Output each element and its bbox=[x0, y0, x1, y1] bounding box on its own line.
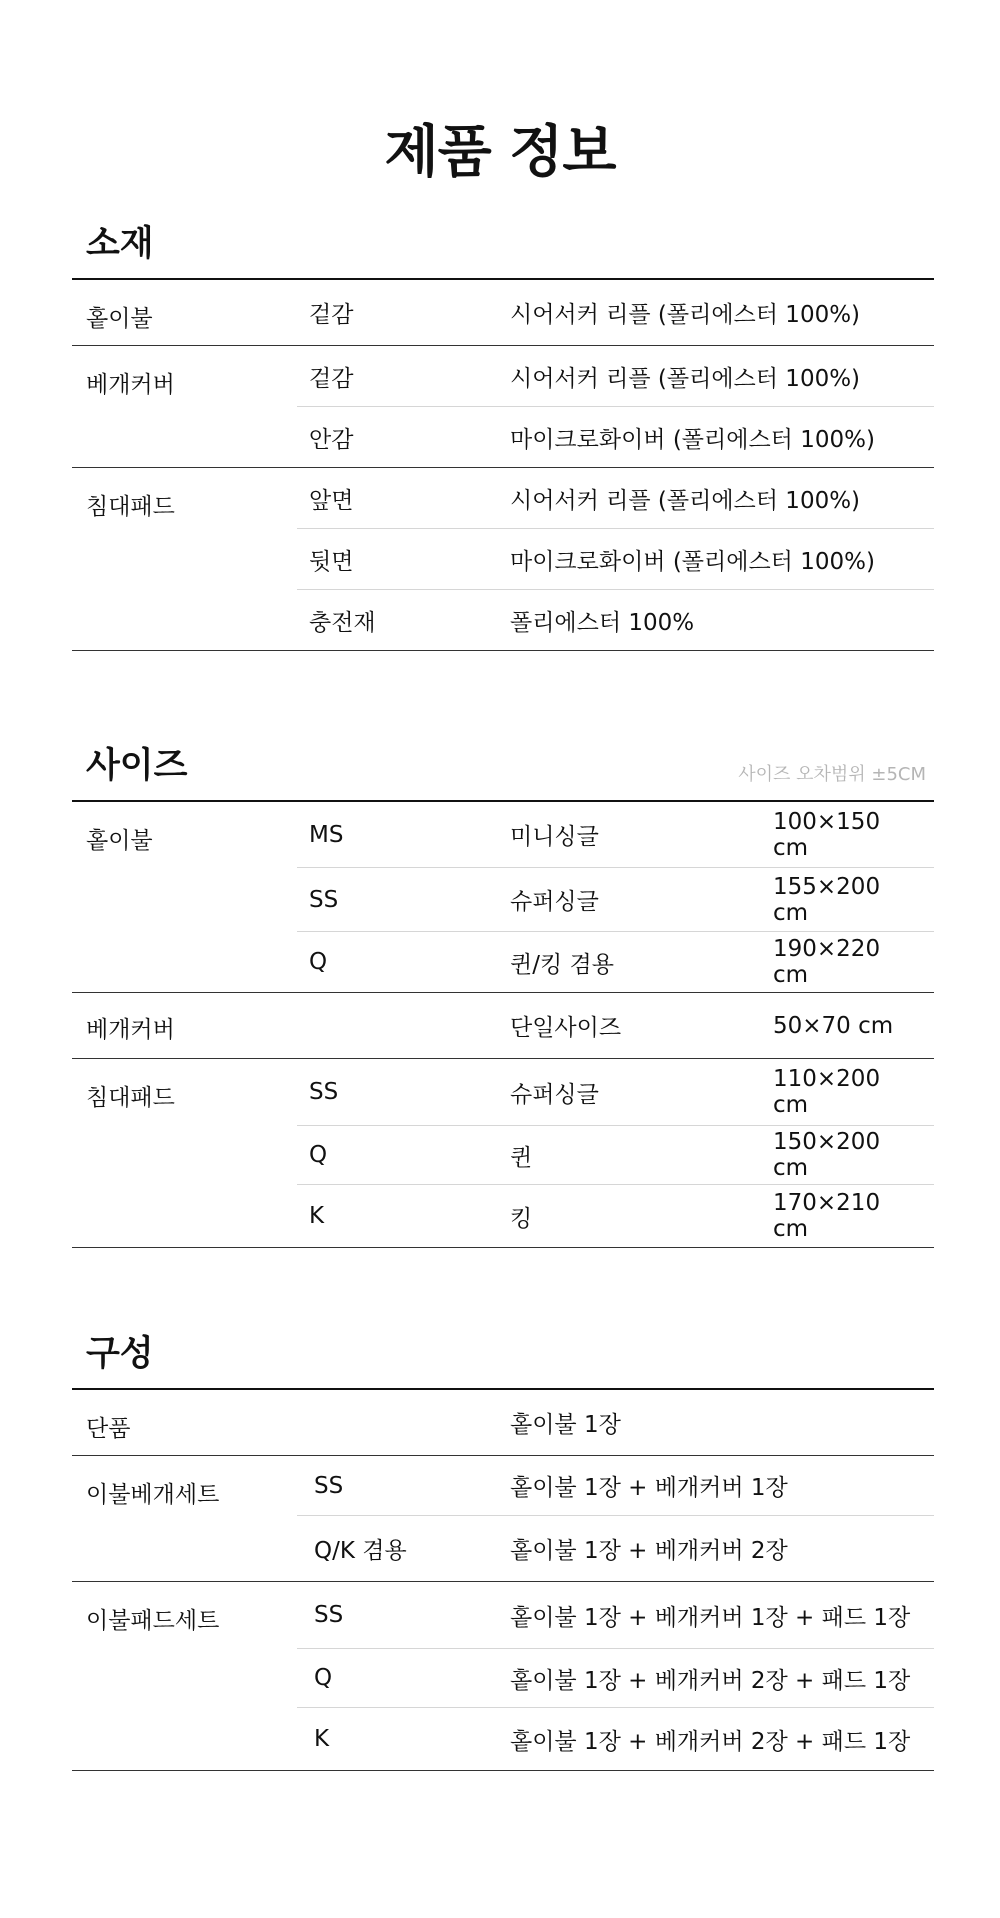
cell-code: Q bbox=[309, 1142, 328, 1168]
group-label: 침대패드 bbox=[86, 1085, 175, 1111]
cell-name: 단일사이즈 bbox=[510, 1015, 622, 1041]
size-group bbox=[72, 802, 934, 993]
group-label: 이불베개세트 bbox=[86, 1482, 220, 1508]
cell-value: 마이크로화이버 (폴리에스터 100%) bbox=[510, 426, 875, 453]
cell-option: Q/K 겸용 bbox=[314, 1538, 407, 1564]
section-header bbox=[72, 730, 934, 802]
cell-value: 폴리에스터 100% bbox=[510, 609, 695, 636]
group-label: 베개커버 bbox=[86, 1017, 175, 1043]
table-row bbox=[297, 468, 934, 529]
table-row bbox=[297, 802, 934, 868]
cell-value: 홑이불 1장 + 베개커버 1장 bbox=[510, 1475, 788, 1501]
cell-name: 미니싱글 bbox=[510, 824, 599, 850]
cell-value: 마이크로화이버 (폴리에스터 100%) bbox=[510, 548, 875, 575]
table-row bbox=[297, 1516, 934, 1581]
table-row bbox=[297, 932, 934, 992]
section-title: 구성 bbox=[86, 1334, 154, 1374]
table-row bbox=[297, 280, 934, 345]
cell-option: K bbox=[314, 1726, 330, 1752]
page-title: 제품 정보 bbox=[384, 120, 616, 185]
cell-part: 안감 bbox=[309, 426, 354, 453]
composition-group bbox=[72, 1456, 934, 1582]
material-group bbox=[72, 468, 934, 651]
material-group bbox=[72, 280, 934, 346]
cell-dimension: 50×70 cm bbox=[773, 1012, 894, 1039]
material-group bbox=[72, 346, 934, 468]
group-label: 홑이불 bbox=[86, 306, 153, 332]
section-title: 사이즈 bbox=[86, 746, 188, 786]
cell-dimension: 110×200 cm bbox=[773, 1066, 881, 1118]
group-label: 베개커버 bbox=[86, 372, 175, 398]
cell-code: K bbox=[309, 1203, 325, 1229]
cell-part: 겉감 bbox=[309, 365, 354, 392]
cell-dimension: 190×220 cm bbox=[773, 936, 881, 988]
group-label: 이불패드세트 bbox=[86, 1608, 220, 1634]
table-row bbox=[297, 529, 934, 590]
table-row bbox=[297, 1708, 934, 1770]
cell-value: 홑이불 1장 + 베개커버 2장 + 패드 1장 bbox=[510, 1667, 911, 1694]
cell-dimension: 150×200 cm bbox=[773, 1129, 881, 1181]
cell-name: 슈퍼싱글 bbox=[510, 1081, 599, 1108]
table-row bbox=[297, 1649, 934, 1708]
cell-code: SS bbox=[309, 1079, 339, 1105]
cell-value: 시어서커 리플 (폴리에스터 100%) bbox=[510, 365, 861, 392]
table-row bbox=[297, 346, 934, 407]
cell-value: 홑이불 1장 bbox=[510, 1412, 621, 1438]
cell-part: 뒷면 bbox=[309, 548, 354, 575]
group-label: 침대패드 bbox=[86, 494, 175, 520]
table-row bbox=[297, 1059, 934, 1126]
table-row bbox=[297, 1185, 934, 1247]
cell-value: 홑이불 1장 + 베개커버 2장 + 패드 1장 bbox=[510, 1728, 911, 1755]
cell-value: 홑이불 1장 + 베개커버 2장 bbox=[510, 1538, 788, 1564]
section-header bbox=[72, 208, 934, 280]
cell-option: Q bbox=[314, 1665, 333, 1691]
table-row bbox=[297, 1582, 934, 1649]
size-section bbox=[72, 730, 934, 1248]
table-row bbox=[297, 1390, 934, 1455]
table-row bbox=[297, 1456, 934, 1516]
cell-value: 시어서커 리플 (폴리에스터 100%) bbox=[510, 302, 861, 328]
cell-name: 슈퍼싱글 bbox=[510, 889, 599, 915]
material-section bbox=[72, 208, 934, 651]
size-group bbox=[72, 1059, 934, 1248]
cell-name: 퀸 bbox=[510, 1144, 533, 1171]
cell-value: 시어서커 리플 (폴리에스터 100%) bbox=[510, 487, 861, 514]
section-header bbox=[72, 1318, 934, 1390]
table-row bbox=[297, 868, 934, 932]
cell-code: SS bbox=[309, 886, 339, 913]
cell-part: 충전재 bbox=[309, 609, 376, 636]
cell-name: 킹 bbox=[510, 1205, 533, 1232]
table-row bbox=[297, 993, 934, 1058]
cell-value: 홑이불 1장 + 베개커버 1장 + 패드 1장 bbox=[510, 1604, 911, 1631]
section-title: 소재 bbox=[86, 224, 154, 264]
composition-group bbox=[72, 1582, 934, 1771]
composition-group bbox=[72, 1390, 934, 1456]
cell-dimension: 155×200 cm bbox=[773, 873, 881, 926]
table-row bbox=[297, 1126, 934, 1185]
cell-option: SS bbox=[314, 1472, 344, 1499]
cell-dimension: 100×150 cm bbox=[773, 808, 881, 861]
group-label: 홑이불 bbox=[86, 828, 153, 854]
cell-part: 앞면 bbox=[309, 487, 354, 514]
group-label: 단품 bbox=[86, 1416, 131, 1442]
size-group bbox=[72, 993, 934, 1059]
composition-section bbox=[72, 1318, 934, 1771]
cell-part: 겉감 bbox=[309, 302, 354, 328]
cell-name: 퀸/킹 겸용 bbox=[510, 951, 614, 978]
size-tolerance-note: 사이즈 오차범위 ±5CM bbox=[738, 764, 926, 785]
table-row bbox=[297, 590, 934, 650]
cell-code: Q bbox=[309, 949, 328, 975]
table-row bbox=[297, 407, 934, 467]
cell-code: MS bbox=[309, 821, 344, 848]
cell-option: SS bbox=[314, 1602, 344, 1628]
cell-dimension: 170×210 cm bbox=[773, 1190, 881, 1242]
